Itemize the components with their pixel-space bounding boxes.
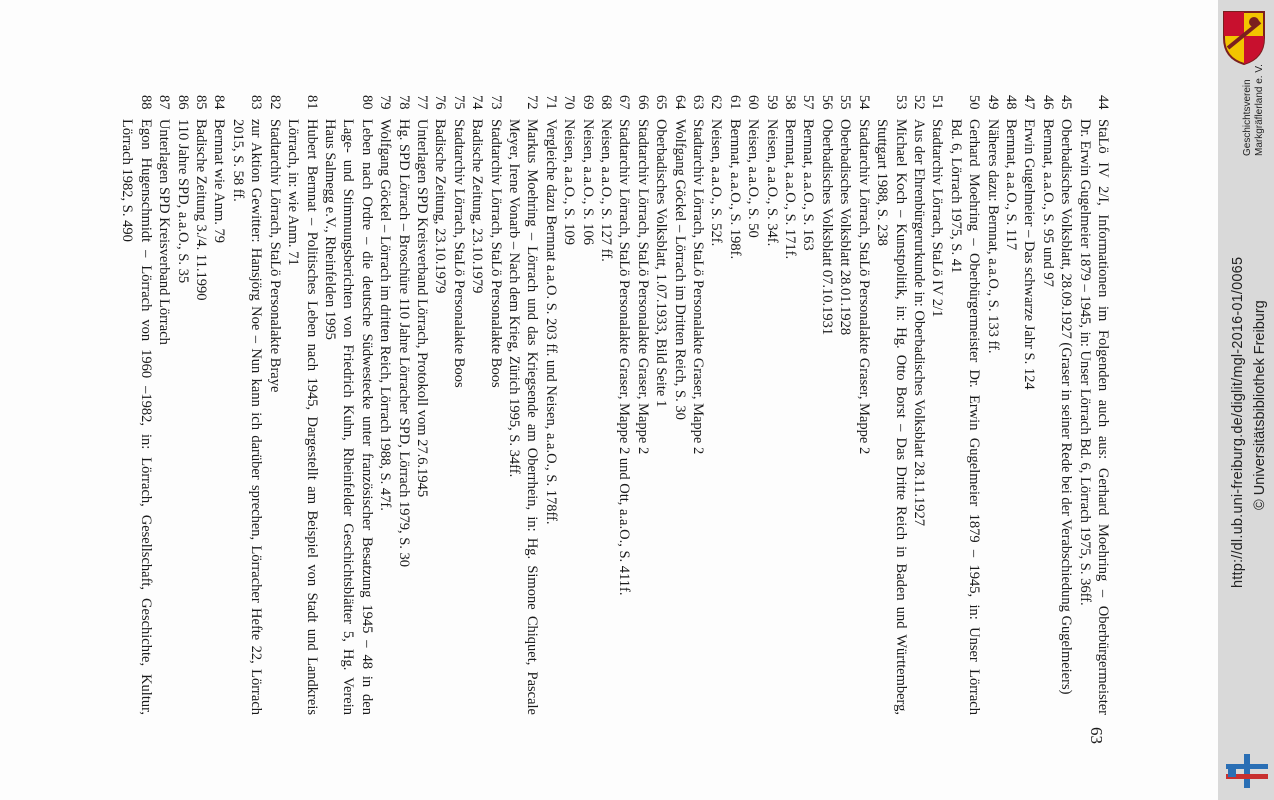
endnote-number: 46 bbox=[1039, 95, 1056, 110]
endnote-number: 58 bbox=[782, 95, 799, 110]
endnote-number: 74 bbox=[469, 95, 486, 110]
endnote-number: 80 bbox=[358, 95, 375, 110]
endnote-number: 73 bbox=[487, 95, 504, 110]
rotated-page-content bbox=[110, 95, 1120, 775]
endnote-text: Stadtarchiv Lörrach, StaLö Personalakte Graser, Mappe 2 und Ott, a.a.O., S. 411f. bbox=[616, 119, 633, 596]
endnote-number: 70 bbox=[561, 95, 578, 110]
library-mark-icon bbox=[1226, 754, 1268, 788]
endnote-line bbox=[505, 95, 523, 715]
endnote-text: 110 Jahre SPD, a.a.O., S. 35 bbox=[174, 119, 191, 284]
endnote-text: Badische Zeitung, 23.10.1979 bbox=[432, 119, 449, 294]
endnote-number: 44 bbox=[1095, 95, 1111, 110]
endnote-line bbox=[891, 95, 909, 715]
endnote-line bbox=[431, 95, 449, 715]
endnote-number bbox=[339, 95, 357, 119]
endnote-number: 63 bbox=[690, 95, 707, 110]
endnote-line bbox=[744, 95, 762, 715]
endnote-line bbox=[781, 95, 799, 715]
endnote-line bbox=[560, 95, 578, 715]
endnote-text: Neisen, a.a.O., S. 34f. bbox=[763, 119, 780, 247]
endnote-line bbox=[284, 95, 302, 715]
endnote-text: Egon Hugenschmidt – Lörrach von 1960 –1982, in: Lörrach, Gesellschaft, Geschichte, Kultur, bbox=[137, 119, 154, 715]
endnote-text: Erwin Gugelmeier – Das schwarze Jahr S. 124 bbox=[1021, 119, 1038, 390]
endnote-line bbox=[376, 95, 394, 715]
endnote-number: 45 bbox=[1058, 95, 1075, 110]
endnote-line bbox=[394, 95, 412, 715]
endnote-line bbox=[1094, 95, 1112, 715]
endnote-line bbox=[1075, 95, 1093, 715]
endnote-text: Lörrach, in: wie Anm. 71 bbox=[285, 119, 302, 266]
endnote-text: 2015, S. 58 ff. bbox=[229, 119, 246, 202]
endnote-number bbox=[229, 95, 247, 119]
endnote-line bbox=[910, 95, 928, 715]
endnote-line bbox=[799, 95, 817, 715]
endnote-number bbox=[505, 95, 523, 119]
endnote-text: Bernnat, a.a.O., S. 117 bbox=[1002, 119, 1019, 251]
endnote-text: zur Aktion Gewitter: Hansjörg Noe – Nun kann ich darüber sprechen, Lörracher Hefte 22, Lörrach bbox=[248, 119, 265, 715]
endnote-text: Bernnat, a.a.O., S. 171f. bbox=[782, 119, 799, 260]
endnote-line bbox=[652, 95, 670, 715]
endnote-number: 51 bbox=[929, 95, 946, 110]
endnote-line bbox=[486, 95, 504, 715]
endnote-line bbox=[229, 95, 247, 715]
endnote-text: Stuttgart 1988, S. 238 bbox=[874, 119, 891, 246]
endnote-text: Badische Zeitung 3./4. 11.1990 bbox=[193, 119, 210, 301]
endnote-number: 48 bbox=[1002, 95, 1019, 110]
endnote-number: 60 bbox=[745, 95, 762, 110]
endnote-number: 64 bbox=[671, 95, 688, 110]
endnote-number: 86 bbox=[174, 95, 191, 110]
endnote-text: Hubert Bernnat – Politisches Leben nach 1945, Dargestellt am Beispiel von Stadt und Landkreis bbox=[303, 119, 320, 715]
endnote-line bbox=[247, 95, 265, 715]
endnote-line bbox=[983, 95, 1001, 715]
endnote-line bbox=[578, 95, 596, 715]
endnote-number: 79 bbox=[377, 95, 394, 110]
endnote-line bbox=[413, 95, 431, 715]
endnote-line bbox=[762, 95, 780, 715]
endnote-text: Oberbadisches Volksblatt, 1.07.1933, Bild Seite 1 bbox=[653, 119, 670, 408]
endnote-line bbox=[523, 95, 541, 715]
endnote-line bbox=[136, 95, 154, 715]
endnote-line bbox=[707, 95, 725, 715]
endnote-number: 54 bbox=[855, 95, 872, 110]
endnote-text: Hg. SPD Lörrach – Broschüre 110 Jahre Lörracher SPD, Lörrach 1979, S. 30 bbox=[395, 119, 412, 568]
endnote-number: 83 bbox=[248, 95, 265, 110]
endnote-number: 75 bbox=[450, 95, 467, 110]
endnote-number: 88 bbox=[137, 95, 154, 110]
endnote-number: 72 bbox=[524, 95, 541, 110]
endnote-line bbox=[173, 95, 191, 715]
endnote-line bbox=[946, 95, 964, 715]
endnote-text: Bernnat, a.a.O., S. 95 und 97 bbox=[1039, 119, 1056, 287]
endnote-number: 69 bbox=[579, 95, 596, 110]
endnote-text: Gerhard Moehring – Oberbürgermeister Dr. Erwin Gugelmeier 1879 – 1945, in: Unser Lörrach bbox=[966, 119, 983, 715]
endnote-number bbox=[321, 95, 339, 119]
endnote-number: 59 bbox=[763, 95, 780, 110]
endnote-text: Meyer, Irene Vonarb – Nach dem Krieg, Zürich 1995, S. 34ff. bbox=[506, 119, 522, 478]
endnote-text: Neisen, a.a.O., S. 127 ff. bbox=[598, 119, 615, 262]
permalink-url[interactable]: http://dl.ub.uni-freiburg.de/diglit/mgl-2016-01/0065 bbox=[1230, 256, 1246, 588]
club-name bbox=[1242, 64, 1266, 156]
endnote-line bbox=[155, 95, 173, 715]
endnote-text: Markus Moehring – Lörrach und das Kriegsende am Oberrhein, in: Hg. Simone Chiquet, Pascale bbox=[524, 119, 541, 715]
endnote-line bbox=[1002, 95, 1020, 715]
endnote-number: 65 bbox=[653, 95, 670, 110]
endnote-number: 77 bbox=[413, 95, 430, 110]
endnote-text: Neisen, a.a.O., S. 106 bbox=[579, 119, 596, 246]
endnote-text: Wolfgang Göckel – Lörrach im Dritten Reich, S. 30 bbox=[671, 119, 688, 420]
endnote-line bbox=[689, 95, 707, 715]
endnote-number: 49 bbox=[984, 95, 1001, 110]
endnote-number: 53 bbox=[892, 95, 909, 110]
endnote-line bbox=[928, 95, 946, 715]
endnote-line bbox=[118, 95, 136, 715]
endnote-text: Dr. Erwin Gugelmeier 1879 – 1945, in: Unser Lörrach Bd. 6, Lörrach 1975, S. 36ff. bbox=[1076, 119, 1093, 606]
endnote-text: Lörrach 1982, S. 490 bbox=[119, 119, 136, 242]
endnote-text: Wolfgang Göckel – Lörrach im dritten Reich, Lörrach 1988, S. 47f. bbox=[377, 119, 394, 511]
endnote-line bbox=[265, 95, 283, 715]
endnote-text: Neisen, a.a.O., S. 109 bbox=[561, 119, 578, 246]
endnote-line bbox=[836, 95, 854, 715]
endnote-number: 52 bbox=[910, 95, 927, 110]
endnote-text: Lage- und Stimmungsberichten von Friedrich Kuhn, Rheinfelder Geschichtsblätter 5, Hg. Verein bbox=[340, 119, 357, 715]
endnote-text: Oberbadisches Volksblatt 28.01.1928 bbox=[837, 119, 854, 336]
endnote-number: 56 bbox=[818, 95, 835, 110]
endnote-number: 87 bbox=[156, 95, 173, 110]
endnote-text: Bernnat, a.a.O., S. 163 bbox=[800, 119, 817, 251]
endnote-number bbox=[118, 95, 136, 119]
endnote-line bbox=[670, 95, 688, 715]
endnote-text: Oberbadisches Volksblatt 07.10.1931 bbox=[818, 119, 835, 336]
endnote-text: Badische Zeitung, 23.10.1979 bbox=[469, 119, 486, 294]
endnote-number: 78 bbox=[395, 95, 412, 110]
endnote-text: Haus Salmegg e.V., Rheinfelden 1995 bbox=[321, 119, 338, 340]
endnote-number bbox=[946, 95, 964, 119]
endnote-text: Stadtarchiv Lörrach, StaLö IV 2/1 bbox=[929, 119, 946, 318]
endnote-text: Leben nach Ordre – die deutsche Südwestecke unter französischer Besatzung 1945 – 48 in den bbox=[358, 119, 375, 715]
club-name-line1: Geschichtsverein bbox=[1242, 79, 1253, 156]
endnote-number bbox=[873, 95, 891, 119]
endnote-line bbox=[633, 95, 651, 715]
endnote-line bbox=[1057, 95, 1075, 715]
endnote-line bbox=[854, 95, 872, 715]
endnote-line bbox=[302, 95, 320, 715]
endnote-line bbox=[615, 95, 633, 715]
endnote-text: Näheres dazu: Bernnat, a.a.O., S. 133 ff. bbox=[984, 119, 1001, 354]
endnote-text: Vergleiche dazu Bernnat a.a.O. S. 203 ff. und Neisen, a.a.O., S. 178ff. bbox=[542, 119, 559, 525]
endnote-line bbox=[541, 95, 559, 715]
endnote-text: Stadtarchiv Lörrach, StaLö Personalakte Boos bbox=[487, 119, 504, 388]
endnote-text: Stadtarchiv Lörrach, StaLö Personalakte Boos bbox=[450, 119, 467, 388]
endnote-number bbox=[284, 95, 302, 119]
endnote-number: 57 bbox=[800, 95, 817, 110]
endnote-line bbox=[725, 95, 743, 715]
library-copyright: © Universitätsbibliothek Freiburg bbox=[1252, 300, 1268, 510]
endnote-number: 62 bbox=[708, 95, 725, 110]
endnote-text: Aus der Ehrenbürgerurkunde in: Oberbadisches Volksblatt 28.11.1927 bbox=[910, 119, 927, 527]
endnote-number: 82 bbox=[266, 95, 283, 110]
endnote-number: 68 bbox=[598, 95, 615, 110]
endnote-text: Oberbadisches Volksblatt, 28.09.1927 (Graser in seiner Rede bei der Verabschiedung Gugelmeiers) bbox=[1058, 119, 1075, 695]
endnote-line bbox=[1020, 95, 1038, 715]
endnote-line bbox=[210, 95, 228, 715]
endnote-number: 85 bbox=[193, 95, 210, 110]
endnote-text: Bernnat wie Anm. 79 bbox=[211, 119, 228, 244]
endnote-line bbox=[965, 95, 983, 715]
endnote-line bbox=[357, 95, 375, 715]
page-number: 63 bbox=[1087, 727, 1106, 744]
endnote-line bbox=[818, 95, 836, 715]
endnote-line bbox=[1038, 95, 1056, 715]
endnote-number: 50 bbox=[966, 95, 983, 110]
endnote-text: StaLö IV 2/I, Informationen im Folgenden auch aus: Gerhard Moehring – Oberbürgermeister bbox=[1095, 119, 1111, 715]
endnote-number: 84 bbox=[211, 95, 228, 110]
endnote-text: Stadtarchiv Lörrach, StaLö Personalakte Graser, Mappe 2 bbox=[690, 119, 707, 455]
endnote-text: Neisen, a.a.O., S. 52f. bbox=[708, 119, 725, 247]
endnote-number: 71 bbox=[542, 95, 559, 110]
coat-of-arms-logo bbox=[1220, 8, 1268, 66]
endnotes-list bbox=[118, 95, 1112, 715]
endnote-number: 66 bbox=[634, 95, 651, 110]
endnote-number: 81 bbox=[303, 95, 320, 110]
endnote-text: Michael Koch – Kunstpolitik, in: Hg. Otto Borst – Das Dritte Reich in Baden und Württemberg, bbox=[892, 119, 909, 715]
endnote-line bbox=[468, 95, 486, 715]
endnote-number: 76 bbox=[432, 95, 449, 110]
endnote-number: 47 bbox=[1021, 95, 1038, 110]
endnote-text: Unterlagen SPD Kreisverband Lörrach, Protokoll vom 27.6.1945 bbox=[413, 119, 430, 498]
endnote-line bbox=[192, 95, 210, 715]
endnote-text: Stadtarchiv Lörrach, StaLö Personalakte Braye bbox=[266, 119, 283, 393]
club-name-line2: Markgräflerland e. V. bbox=[1254, 64, 1265, 156]
endnote-text: Bernnat, a.a.O., S. 198f. bbox=[726, 119, 743, 260]
endnote-number: 55 bbox=[837, 95, 854, 110]
endnote-number bbox=[1075, 95, 1093, 119]
endnote-number: 61 bbox=[726, 95, 743, 110]
endnote-line bbox=[321, 95, 339, 715]
endnote-line bbox=[873, 95, 891, 715]
endnote-text: Unterlagen SPD Kreisverband Lörrach bbox=[156, 119, 173, 345]
endnote-line bbox=[339, 95, 357, 715]
endnote-text: Bd. 6, Lörrach 1975, S. 41 bbox=[947, 119, 964, 274]
endnote-text: Stadtarchiv Lörrach, StaLö Personalakte Graser, Mappe 2 bbox=[855, 119, 872, 455]
endnote-line bbox=[597, 95, 615, 715]
endnote-line bbox=[449, 95, 467, 715]
endnote-text: Stadtarchiv Lörrach, StaLö Personalakte Graser, Mappe 2 bbox=[634, 119, 651, 455]
endnote-number: 67 bbox=[616, 95, 633, 110]
endnote-text: Neisen, a.a.O., S. 50 bbox=[745, 119, 762, 238]
